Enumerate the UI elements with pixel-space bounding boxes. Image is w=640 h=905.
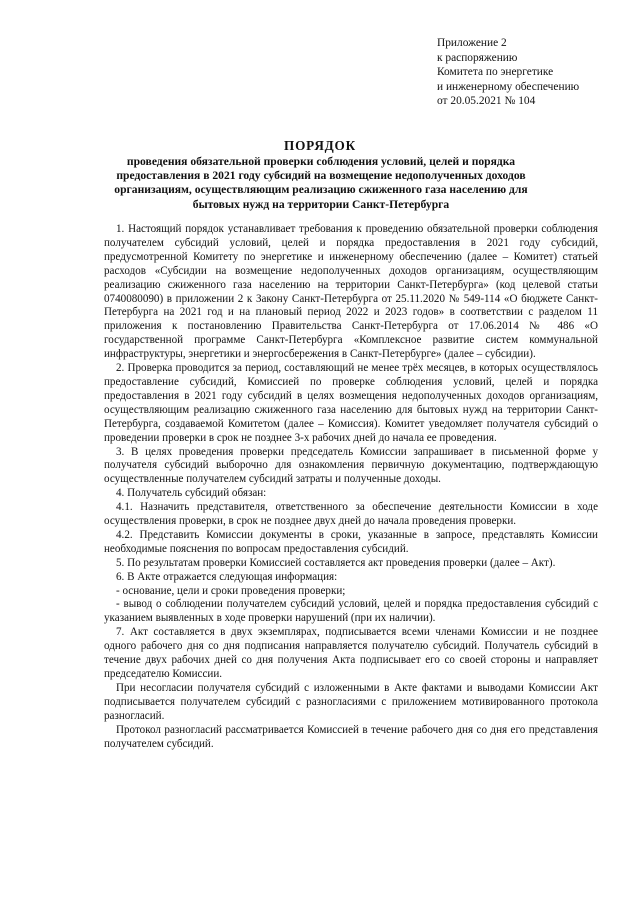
paragraph-5: 5. По результатам проверки Комиссией составляется акт проведения проверки (далее – Акт). — [116, 556, 556, 569]
appendix-line-engineering: и инженерному обеспечению — [437, 80, 580, 93]
paragraph-6-item-2: - вывод о соблюдении получателем субсидий условий, целей и порядка предоставления субсидий с указанием выявленных в ходе проверки нарушений (при их наличии). — [104, 598, 598, 625]
appendix-block — [437, 36, 632, 109]
document-body — [104, 223, 598, 751]
paragraph-6: 6. В Акте отражается следующая информация: — [116, 570, 338, 583]
paragraph-1: 1. Настоящий порядок устанавливает требования к проведению обязательной проверки соблюдения получателем субсидий условий, целей и порядка предоставления в 2021 году субсидий, предусмотренной Комитету по энергетике и инженерному обеспечению (далее – Комитет) статьей расходов «Субсидии на возмещение недополученных доходов организациям, осуществляющим реализацию сжиженного газа населению на территории Санкт-Петербурга» (код целевой статьи 0740080090) в приложении 2 к Закону Санкт-Петербурга от 25.11.2020 № 549-114 «О бюджете Санкт-Петербурга на 2021 год и на плановый период 2022 и 2023 годов» в соответствии с разделом 11 приложения к постановлению Правительства Санкт-Петербурга от 17.06.2014 № 486 «О государственной программе Санкт-Петербурга «Комплексное развитие систем коммунальной инфраструктуры, энергетики и энергосбережения в Санкт-Петербурге» (далее – субсидии). — [104, 223, 598, 361]
appendix-line-number: Приложение 2 — [437, 37, 507, 49]
paragraph-4-2: 4.2. Представить Комиссии документы в сроки, указанные в запросе, представлять Комиссии необходимые пояснения по вопросам предоставления субсидий. — [104, 528, 598, 555]
paragraph-protocol: Протокол разногласий рассматривается Комиссией в течение рабочего дня со дня его представления получателем субсидий. — [104, 723, 598, 750]
appendix-line-to-order: к распоряжению — [437, 51, 518, 64]
appendix-line-committee: Комитета по энергетике — [437, 66, 554, 79]
paragraph-2: 2. Проверка проводится за период, составляющий не менее трёх месяцев, в которых осуществлялось предоставление субсидий, Комиссией по проверке соблюдения условий, целей и порядка предоставления в 2021 году субсидий в целях возмещения недополученных доходов организациям, осуществляющим реализацию сжиженного газа населению для бытовых нужд на территории Санкт-Петербурга, создаваемой Комитетом (далее – Комиссия). Комитет уведомляет получателя субсидий о проведении проверки в срок не позднее 3-х рабочих дней до начала ее проведения. — [104, 362, 598, 444]
paragraph-3: 3. В целях проведения проверки председатель Комиссии запрашивает в письменной форме у получателя субсидий выборочно для ознакомления первичную документацию, подтверждающую осуществленные получателем субсидий затраты и полученные доходы. — [104, 445, 598, 486]
paragraph-4: 4. Получатель субсидий обязан: — [116, 487, 267, 500]
paragraph-6-item-1: - основание, цели и сроки проведения проверки; — [116, 584, 346, 597]
paragraph-4-1: 4.1. Назначить представителя, ответственного за обеспечение деятельности Комиссии в ходе осуществления проверки, в срок не позднее двух дней до начала проведения проверки. — [104, 501, 598, 528]
document-subtitle: проведения обязательной проверки соблюдения условий, целей и порядка предоставления в 2021 году субсидий на возмещение недополученных доходов организациям, осуществляющим реализацию сжиженного газа населению для бытовых нужд на территории Санкт-Петербурга — [114, 155, 528, 211]
paragraph-disagreement: При несогласии получателя субсидий с изложенными в Акте фактами и выводами Комиссии Акт подписывается получателем субсидий с разногласиями с приложением мотивированного протокола разногласий. — [104, 681, 598, 722]
appendix-line-date: от 20.05.2021 № 104 — [437, 95, 536, 108]
document-title: ПОРЯДОК — [284, 138, 356, 153]
paragraph-7: 7. Акт составляется в двух экземплярах, подписывается всеми членами Комиссии и не позднее одного рабочего дня со дня подписания направляется получателю субсидий. Получатель субсидий в течение двух рабочих дней со дня получения Акта подписывает его со своей стороны и направляет председателю Комиссии. — [104, 626, 598, 680]
